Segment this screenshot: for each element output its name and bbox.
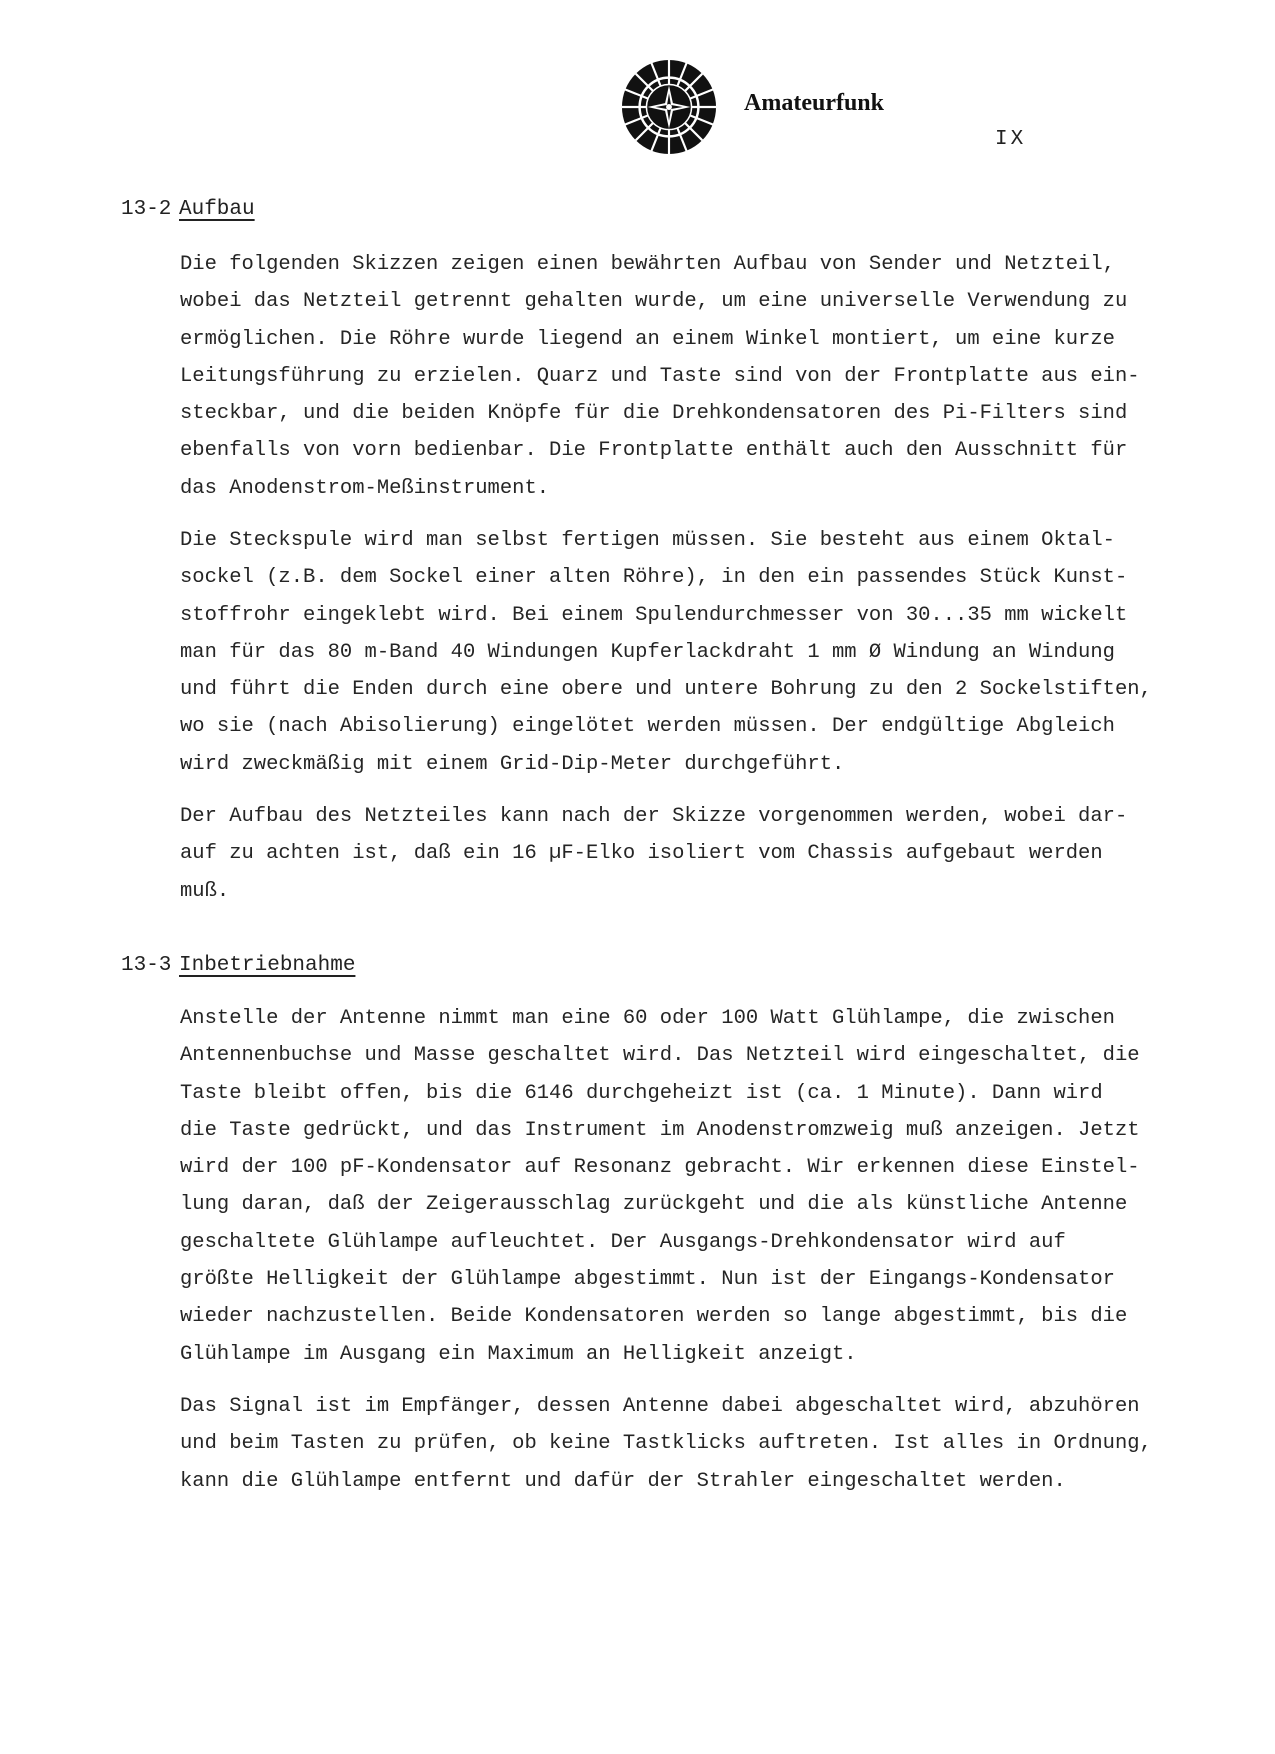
section-number: 13-2 (121, 198, 172, 221)
text-line: kann die Glühlampe entfernt und dafür der Strahler eingeschaltet werden. (180, 1469, 1066, 1493)
text-line: Antennenbuchse und Masse geschaltet wird. Das Netzteil wird eingeschaltet, die (180, 1044, 1140, 1068)
text-line: sockel (z.B. dem Sockel einer alten Röhre), in den ein passendes Stück Kunst- (180, 566, 1128, 590)
section-title: Inbetriebnahme (179, 954, 356, 977)
brand-title: Amateurfunk (744, 90, 885, 116)
text-line: größte Helligkeit der Glühlampe abgestimmt. Nun ist der Eingangs-Kondensator (180, 1268, 1115, 1292)
text-line: stoffrohr eingeklebt wird. Bei einem Spulendurchmesser von 30...35 mm wickelt (180, 603, 1128, 627)
section-number: 13-3 (121, 954, 172, 977)
section-title: Aufbau (179, 198, 255, 221)
text-line: man für das 80 m-Band 40 Windungen Kupferlackdraht 1 mm Ø Windung an Windung (180, 640, 1115, 664)
text-line: steckbar, und die beiden Knöpfe für die Drehkondensatoren des Pi-Filters sind (180, 402, 1128, 426)
text-line: Glühlampe im Ausgang ein Maximum an Helligkeit anzeigt. (180, 1342, 857, 1366)
paragraph-inbetriebnahme-2 (180, 1388, 1152, 1500)
text-line: lung daran, daß der Zeigerausschlag zurückgeht und die als künstliche Antenne (180, 1193, 1128, 1217)
section-heading-inbetriebnahme (121, 952, 355, 980)
text-line: und führt die Enden durch eine obere und untere Bohrung zu den 2 Sockelstiften, (180, 678, 1152, 702)
text-line: geschaltete Glühlampe aufleuchtet. Der Ausgangs-Drehkondensator wird auf (180, 1230, 1066, 1254)
paragraph-inbetriebnahme-1 (180, 1000, 1140, 1373)
text-line: Die folgenden Skizzen zeigen einen bewährten Aufbau von Sender und Netzteil, (180, 253, 1115, 276)
text-line: Das Signal ist im Empfänger, dessen Antenne dabei abgeschaltet wird, abzuhören (180, 1395, 1140, 1418)
text-line: Leitungsführung zu erzielen. Quarz und Taste sind von der Frontplatte aus ein- (180, 364, 1140, 388)
paragraph-aufbau-1 (180, 246, 1140, 507)
text-line: Anstelle der Antenne nimmt man eine 60 oder 100 Watt Glühlampe, die zwischen (180, 1007, 1115, 1030)
text-line: wird zweckmäßig mit einem Grid-Dip-Meter durchgeführt. (180, 752, 845, 776)
text-line: Die Steckspule wird man selbst fertigen müssen. Sie besteht aus einem Oktal- (180, 529, 1115, 552)
text-line: und beim Tasten zu prüfen, ob keine Tastklicks auftreten. Ist alles in Ordnung, (180, 1432, 1152, 1456)
section-heading-aufbau (121, 196, 255, 224)
text-line: die Taste gedrückt, und das Instrument im Anodenstromzweig muß anzeigen. Jetzt (180, 1118, 1140, 1142)
text-line: muß. (180, 879, 230, 903)
text-line: auf zu achten ist, daß ein 16 µF-Elko isoliert vom Chassis aufgebaut werden (180, 842, 1103, 866)
text-line: wieder nachzustellen. Beide Kondensatoren werden so lange abgestimmt, bis die (180, 1305, 1128, 1329)
text-line: Der Aufbau des Netzteiles kann nach der Skizze vorgenommen werden, wobei dar- (180, 805, 1128, 828)
compass-rose-logo-icon (620, 58, 718, 156)
paragraph-aufbau-2 (180, 522, 1152, 783)
text-line: Taste bleibt offen, bis die 6146 durchgeheizt ist (ca. 1 Minute). Dann wird (180, 1081, 1103, 1105)
text-line: ermöglichen. Die Röhre wurde liegend an einem Winkel montiert, um eine kurze (180, 327, 1115, 351)
paragraph-aufbau-3 (180, 798, 1127, 910)
text-line: wobei das Netzteil getrennt gehalten wurde, um eine universelle Verwendung zu (180, 290, 1128, 314)
text-line: ebenfalls von vorn bedienbar. Die Frontplatte enthält auch den Ausschnitt für (180, 439, 1128, 463)
page-number: IX (995, 128, 1027, 151)
text-line: das Anodenstrom-Meßinstrument. (180, 476, 550, 500)
text-line: wird der 100 pF-Kondensator auf Resonanz gebracht. Wir erkennen diese Einstel- (180, 1156, 1140, 1180)
text-line: wo sie (nach Abisolierung) eingelötet werden müssen. Der endgültige Abgleich (180, 715, 1115, 739)
